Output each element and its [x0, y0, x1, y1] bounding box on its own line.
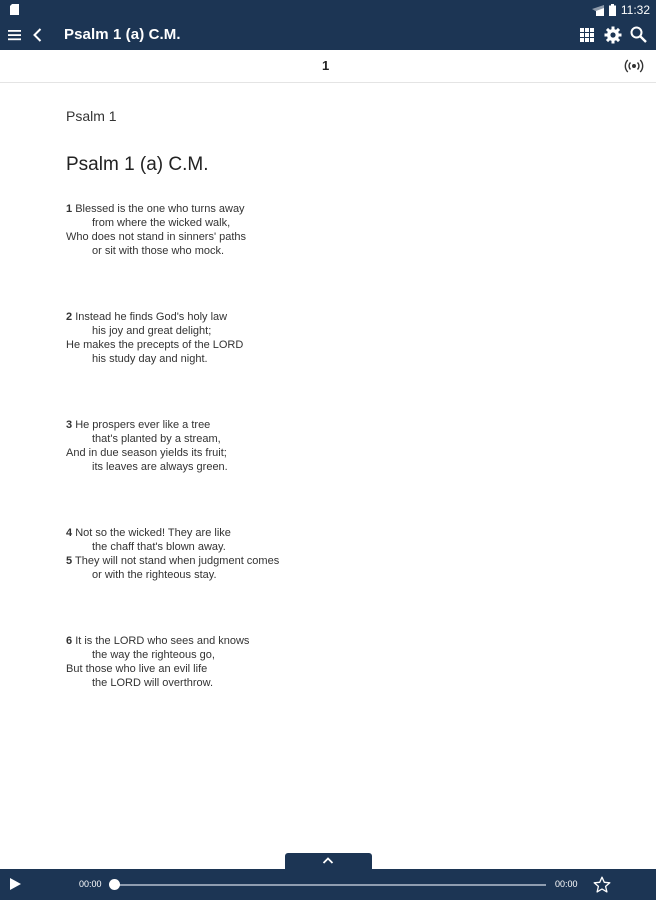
duration-time: 00:00: [555, 879, 578, 889]
verse-number: 1: [66, 203, 73, 215]
stanza: [66, 634, 606, 690]
verse-text: They will not stand when judgment comes: [74, 555, 280, 567]
verse-text: his joy and great delight;: [92, 325, 212, 337]
verse-number: 3: [66, 419, 73, 431]
verse-line: [66, 352, 606, 366]
verse-number: 4: [66, 527, 73, 539]
verse-text: Not so the wicked! They are like: [75, 527, 231, 539]
verse-text: Blessed is the one who turns away: [75, 203, 245, 215]
page-title: Psalm 1 (a) C.M.: [64, 26, 181, 43]
verse-text: or sit with those who mock.: [92, 245, 225, 257]
verse-line: [66, 540, 606, 554]
verse-line: [66, 446, 606, 460]
psalm-label: Psalm 1: [66, 108, 117, 124]
play-icon[interactable]: [8, 877, 22, 891]
verse-line: [66, 418, 606, 432]
verse-text: But those who live an evil life: [66, 663, 208, 675]
elapsed-time: 00:00: [79, 879, 102, 889]
hymn-content: [66, 108, 606, 742]
verse-number: 5: [66, 555, 73, 567]
verse-text: Instead he finds God's holy law: [75, 311, 228, 323]
page-number: 1: [322, 58, 330, 73]
verse-text: the way the righteous go,: [92, 649, 215, 661]
page-indicator-bar: [0, 50, 656, 83]
star-icon[interactable]: [593, 876, 611, 894]
verse-text: And in due season yields its fruit;: [66, 447, 227, 459]
search-icon[interactable]: [630, 26, 647, 43]
status-bar: [0, 0, 656, 20]
seek-handle[interactable]: [109, 879, 120, 890]
gear-icon[interactable]: [604, 26, 622, 44]
verse-line: [66, 432, 606, 446]
stanza: [66, 526, 606, 582]
verse-text: He makes the precepts of the LORD: [66, 339, 244, 351]
hymn-title: Psalm 1 (a) C.M.: [66, 154, 209, 175]
stanza: [66, 418, 606, 474]
wifi-icon: [592, 5, 604, 16]
verse-text: its leaves are always green.: [92, 461, 228, 473]
grid-icon[interactable]: [579, 27, 595, 43]
audio-player: [0, 869, 656, 900]
verse-text: He prospers ever like a tree: [75, 419, 211, 431]
verse-line: [66, 634, 606, 648]
battery-icon: [609, 4, 616, 16]
verse-text: from where the wicked walk,: [92, 217, 231, 229]
chevron-up-icon: [322, 856, 334, 865]
verse-text: or with the righteous stay.: [92, 569, 217, 581]
verse-text: Who does not stand in sinners' paths: [66, 231, 247, 243]
seek-bar[interactable]: [113, 884, 546, 886]
verse-text: his study day and night.: [92, 353, 208, 365]
verse-line: [66, 676, 606, 690]
verse-line: [66, 338, 606, 352]
menu-icon[interactable]: [7, 27, 23, 43]
verse-line: [66, 244, 606, 258]
stanza: [66, 202, 606, 258]
verse-line: [66, 554, 606, 568]
verses: [66, 202, 606, 690]
verse-line: [66, 662, 606, 676]
verse-line: [66, 324, 606, 338]
verse-line: [66, 648, 606, 662]
verse-text: that's planted by a stream,: [92, 433, 221, 445]
stanza: [66, 310, 606, 366]
verse-line: [66, 216, 606, 230]
broadcast-icon[interactable]: [624, 59, 644, 73]
back-arrow-icon[interactable]: [30, 27, 46, 43]
verse-text: the LORD will overthrow.: [92, 677, 214, 689]
sd-card-icon: [10, 4, 19, 15]
verse-line: [66, 310, 606, 324]
verse-text: the chaff that's blown away.: [92, 541, 226, 553]
verse-number: 2: [66, 311, 73, 323]
verse-line: [66, 460, 606, 474]
status-time: 11:32: [620, 3, 650, 17]
app-bar: [0, 20, 656, 50]
verse-line: [66, 230, 606, 244]
verse-text: It is the LORD who sees and knows: [75, 635, 250, 647]
verse-line: [66, 568, 606, 582]
verse-line: [66, 526, 606, 540]
expand-panel-tab[interactable]: [285, 853, 372, 869]
verse-number: 6: [66, 635, 73, 647]
verse-line: [66, 202, 606, 216]
